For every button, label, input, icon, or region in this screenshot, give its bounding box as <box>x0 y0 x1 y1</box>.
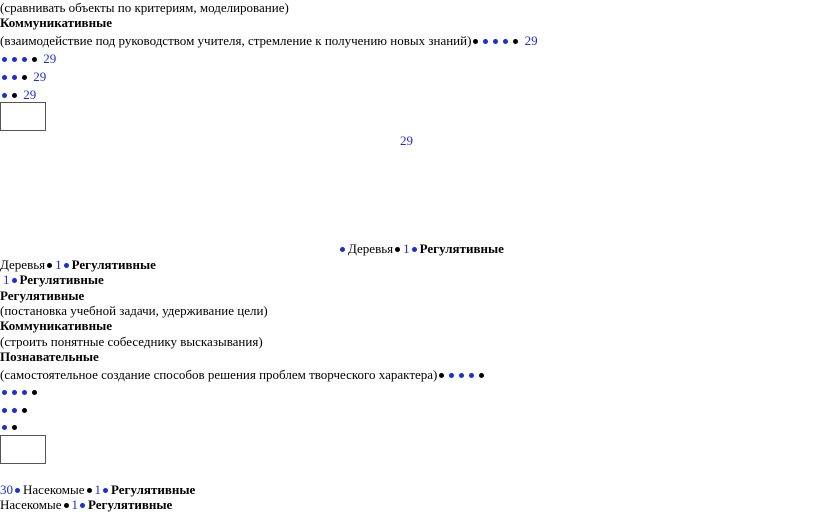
insects-label: Насекомые <box>23 482 85 497</box>
bullet-icon <box>479 373 484 378</box>
heading-regulative: Регулятивные <box>0 288 85 303</box>
slide-number-center: 29 <box>400 133 413 148</box>
bullet-icon <box>22 75 27 80</box>
create-text: (самостоятельное создание способов решения проблем творческого характера) <box>0 367 438 382</box>
bullet-icon <box>469 373 474 378</box>
bullet-row <box>0 419 20 434</box>
insects-line-1 <box>0 482 195 497</box>
bullet-icon <box>64 263 69 268</box>
regulative-label: Регулятивные <box>71 257 156 272</box>
slide-number: 29 <box>524 33 538 48</box>
heading-communicative-2: Коммуникативные <box>0 318 112 333</box>
bullet-icon <box>459 373 464 378</box>
bullet-row <box>0 69 46 84</box>
one-regulative-line <box>0 272 104 287</box>
image-placeholder <box>0 435 46 464</box>
bullet-icon <box>2 425 7 430</box>
regulative-label: Регулятивные <box>88 497 173 512</box>
text-line-create <box>0 367 487 382</box>
text-line-build: (строить понятные собеседнику высказывания) <box>0 334 263 349</box>
interaction-text: (взаимодействие под руководством учителя, стремление к получению новых знаний) <box>0 33 472 48</box>
bullet-icon <box>412 247 417 252</box>
bullet-icon <box>103 488 108 493</box>
bullet-row <box>0 87 36 102</box>
bullet-icon <box>395 247 400 252</box>
text-line-compare: (сравнивать объекты по критериям, моделирование) <box>0 0 289 15</box>
trees-line <box>0 257 156 272</box>
bullet-icon <box>15 488 20 493</box>
bullet-row <box>0 384 40 399</box>
count-label: 1 <box>3 272 10 287</box>
bullet-icon <box>12 425 17 430</box>
trees-label: Деревья <box>348 241 394 256</box>
bullet-icon <box>2 390 7 395</box>
slide-number: 29 <box>33 69 47 84</box>
bullet-icon <box>87 488 92 493</box>
insects-line-2 <box>0 497 172 512</box>
bullet-icon <box>12 75 17 80</box>
regulative-label: Регулятивные <box>419 241 504 256</box>
slide-number: 30 <box>0 482 13 497</box>
bullet-icon <box>12 278 17 283</box>
bullet-icon <box>32 57 37 62</box>
count-label: 1 <box>403 241 410 256</box>
slide-number: 29 <box>43 51 57 66</box>
bullet-icon <box>2 57 7 62</box>
bullet-icon <box>2 93 7 98</box>
bullet-icon <box>22 408 27 413</box>
center-tree-line <box>338 241 504 256</box>
count-label: 1 <box>94 482 101 497</box>
bullet-icon <box>493 39 498 44</box>
bullet-icon <box>22 390 27 395</box>
regulative-label: Регулятивные <box>19 272 104 287</box>
slide-number: 29 <box>23 87 37 102</box>
bullet-icon <box>32 390 37 395</box>
bullet-icon <box>340 247 345 252</box>
heading-communicative: Коммуникативные <box>0 15 112 30</box>
bullet-icon <box>473 39 478 44</box>
bullet-icon <box>12 390 17 395</box>
bullet-icon <box>503 39 508 44</box>
bullet-row <box>0 402 30 417</box>
image-placeholder <box>0 102 46 131</box>
bullet-icon <box>12 408 17 413</box>
bullet-icon <box>2 75 7 80</box>
regulative-label: Регулятивные <box>111 482 196 497</box>
insects-label: Насекомые <box>0 497 62 512</box>
bullet-icon <box>12 93 17 98</box>
bullet-icon <box>449 373 454 378</box>
heading-cognitive: Познавательные <box>0 349 99 364</box>
bullet-icon <box>22 57 27 62</box>
trees-label: Деревья <box>0 257 46 272</box>
bullet-icon <box>439 373 444 378</box>
text-line-task: (постановка учебной задачи, удерживание цели) <box>0 303 268 318</box>
count-label: 1 <box>55 257 62 272</box>
bullet-icon <box>64 503 69 508</box>
count-label: 1 <box>71 497 78 512</box>
bullet-icon <box>513 39 518 44</box>
bullet-icon <box>2 408 7 413</box>
text-line-interaction <box>0 33 538 48</box>
bullet-row <box>0 51 56 66</box>
bullet-icon <box>80 503 85 508</box>
bullet-icon <box>483 39 488 44</box>
bullet-icon <box>12 57 17 62</box>
bullet-icon <box>47 263 52 268</box>
